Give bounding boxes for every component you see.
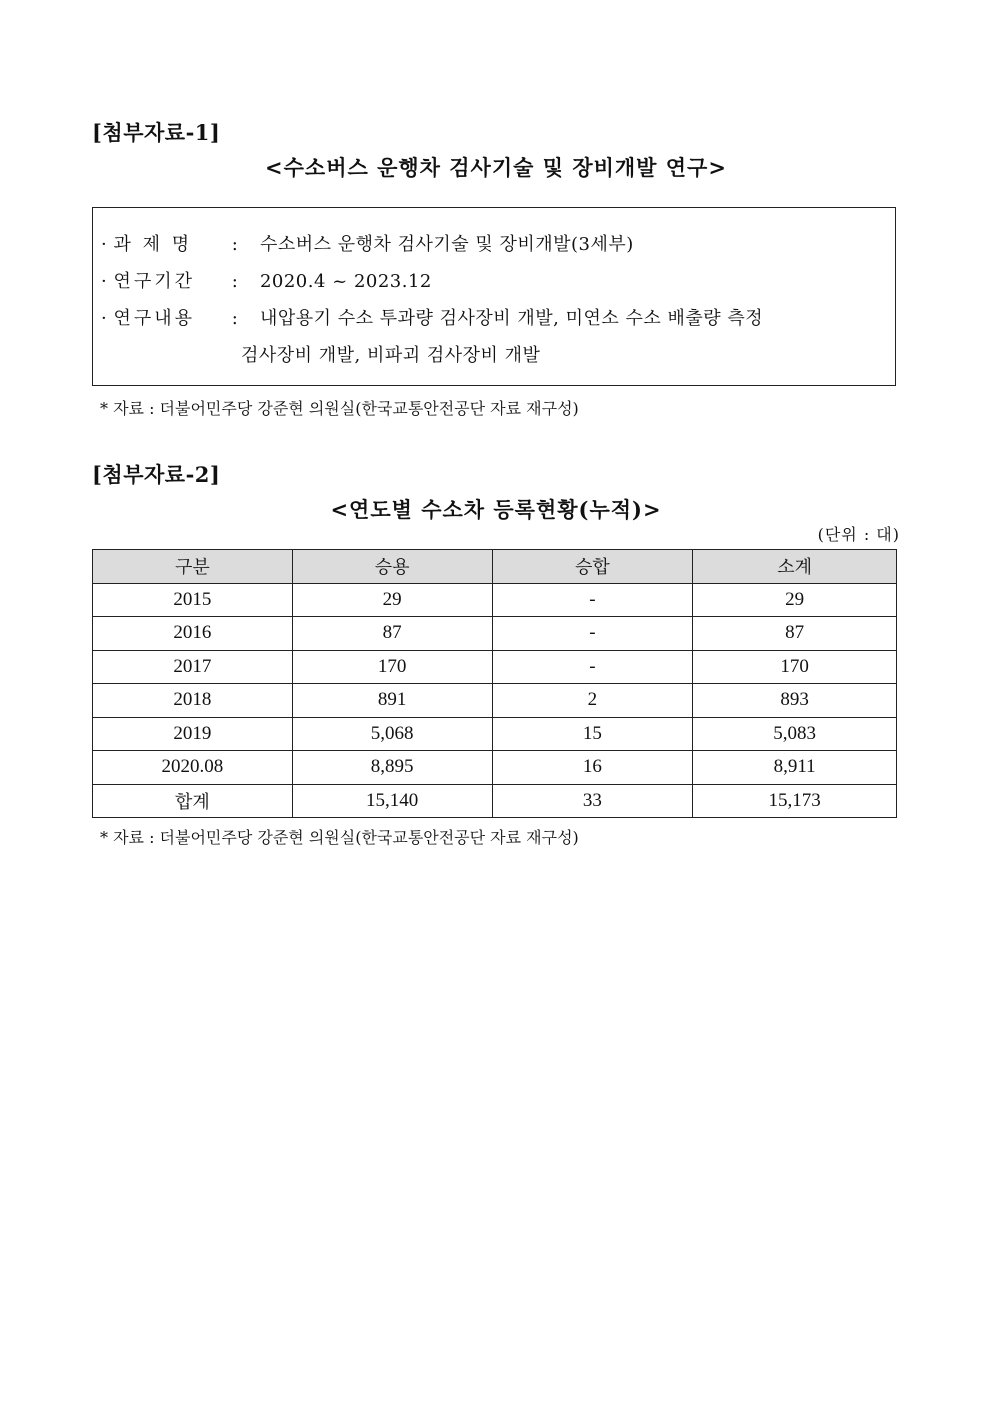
subtotal-cell: 8,911	[693, 751, 897, 785]
year-cell: 2018	[93, 684, 293, 718]
subtotal-cell: 893	[693, 684, 897, 718]
year-cell: 2015	[93, 583, 293, 617]
passenger-total-cell: 15,140	[292, 784, 492, 818]
passenger-cell: 8,895	[292, 751, 492, 785]
content-label: 연구내용	[113, 308, 196, 329]
van-cell: -	[492, 583, 693, 617]
passenger-cell: 5,068	[292, 717, 492, 751]
subtotal-cell: 5,083	[693, 717, 897, 751]
year-cell: 2019	[93, 717, 293, 751]
subtotal-cell: 29	[693, 583, 897, 617]
table-row	[93, 751, 897, 785]
info-row-content-continued	[241, 341, 540, 367]
colon: :	[231, 271, 239, 292]
van-cell: -	[492, 617, 693, 651]
van-cell: 2	[492, 684, 693, 718]
registration-table	[92, 549, 897, 818]
attachment-1-heading: [첨부자료-1]	[92, 120, 221, 145]
info-row-period	[101, 267, 432, 293]
attachment-1-source-note: * 자료 : 더불어민주당 강준현 의원실(한국교통안전공단 자료 재구성)	[100, 399, 579, 418]
van-cell: -	[492, 650, 693, 684]
unit-label: (단위 : 대)	[817, 525, 900, 544]
year-cell: 2017	[93, 650, 293, 684]
project-info-box	[92, 207, 896, 386]
colon: :	[231, 234, 239, 255]
content-value: 내압용기 수소 투과량 검사장비 개발, 미연소 수소 배출량 측정	[259, 308, 764, 329]
year-cell: 2016	[93, 617, 293, 651]
attachment-1-title: <수소버스 운행차 검사기술 및 장비개발 연구>	[265, 155, 727, 180]
attachment-2-title: <연도별 수소차 등록현황(누적)>	[330, 497, 662, 522]
table-header-row	[93, 550, 897, 584]
colon: :	[231, 308, 239, 329]
table-row-total	[93, 784, 897, 818]
column-header-van: 승합	[492, 550, 693, 584]
column-header-category: 구분	[93, 550, 293, 584]
info-row-project-name	[101, 230, 634, 256]
van-cell: 16	[492, 751, 693, 785]
table-row	[93, 617, 897, 651]
subtotal-cell: 170	[693, 650, 897, 684]
table-row	[93, 717, 897, 751]
bullet: ·	[101, 271, 108, 292]
subtotal-cell: 87	[693, 617, 897, 651]
bullet: ·	[101, 234, 108, 255]
total-label-cell: 합계	[93, 784, 293, 818]
van-total-cell: 33	[492, 784, 693, 818]
attachment-2-source-note: * 자료 : 더불어민주당 강준현 의원실(한국교통안전공단 자료 재구성)	[100, 828, 579, 847]
table-row	[93, 650, 897, 684]
project-name-label: 과 제 명	[113, 234, 193, 255]
passenger-cell: 170	[292, 650, 492, 684]
passenger-cell: 29	[292, 583, 492, 617]
content-value-continued: 검사장비 개발, 비파괴 검사장비 개발	[241, 345, 541, 366]
info-row-content	[101, 304, 763, 330]
period-value: 2020.4 ~ 2023.12	[259, 271, 432, 292]
column-header-subtotal: 소계	[693, 550, 897, 584]
bullet: ·	[101, 308, 108, 329]
passenger-cell: 87	[292, 617, 492, 651]
column-header-passenger: 승용	[292, 550, 492, 584]
table-row	[93, 583, 897, 617]
period-label: 연구기간	[113, 271, 196, 292]
year-cell: 2020.08	[93, 751, 293, 785]
subtotal-total-cell: 15,173	[693, 784, 897, 818]
van-cell: 15	[492, 717, 693, 751]
attachment-2-heading: [첨부자료-2]	[92, 462, 221, 487]
table-row	[93, 684, 897, 718]
passenger-cell: 891	[292, 684, 492, 718]
project-name-value: 수소버스 운행차 검사기술 및 장비개발(3세부)	[259, 234, 634, 255]
